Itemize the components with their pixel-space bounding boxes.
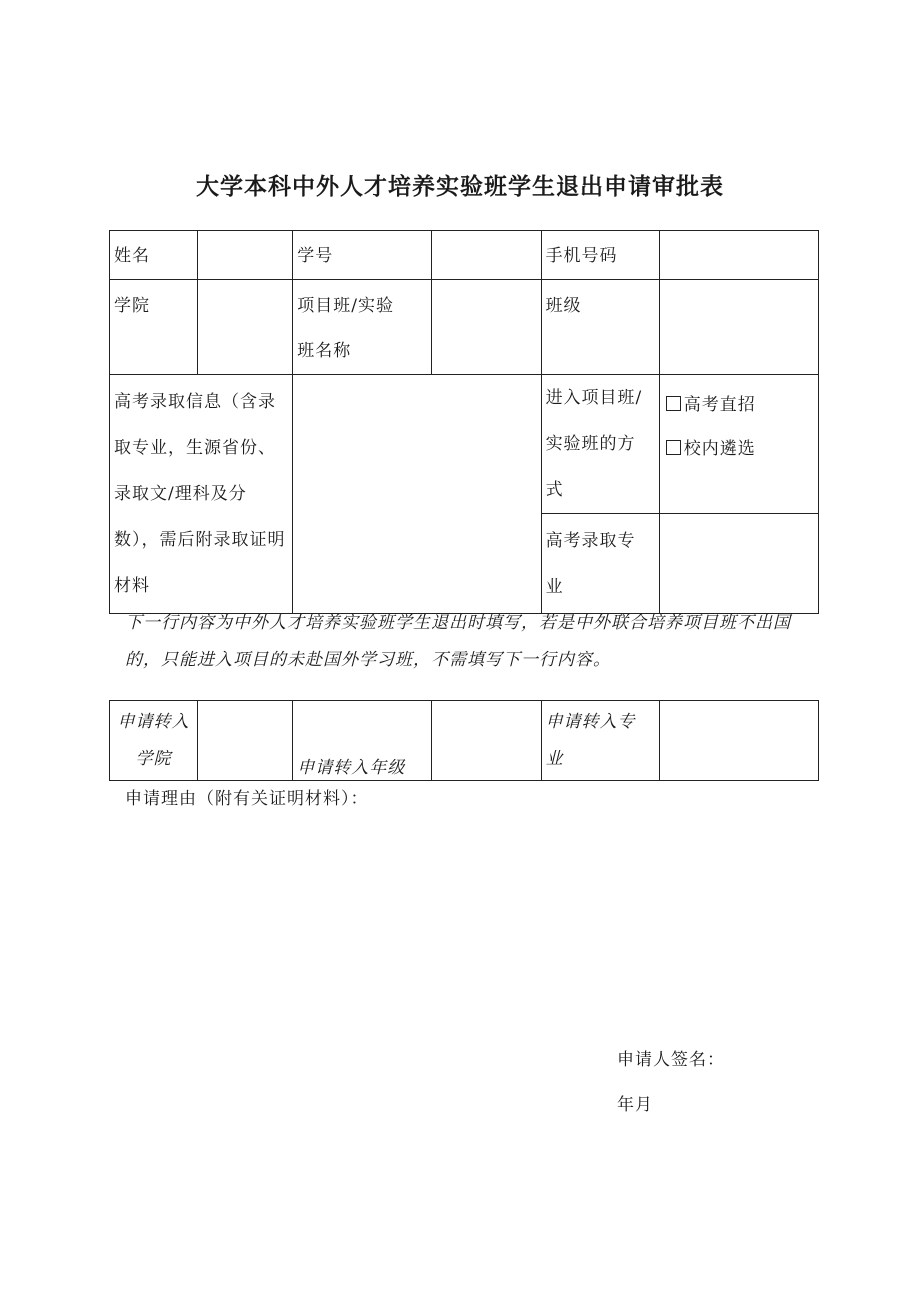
gaokao-major-label: 高考录取专业: [541, 514, 659, 614]
gaokao-info-value[interactable]: [293, 375, 541, 614]
entry-method-options: [659, 375, 818, 514]
program-value[interactable]: [432, 280, 541, 375]
instruction-note: 下一行内容为中外人才培养实验班学生退出时填写，若是中外联合培养项目班不出国的，只能进入项目的未赴国外学习班，不需填写下一行内容。: [125, 613, 791, 670]
checkbox-icon[interactable]: [666, 396, 681, 411]
reason-label: 申请理由（附有关证明材料）：: [125, 789, 369, 809]
option-internal[interactable]: 校内遴选: [664, 427, 818, 471]
transfer-college-label: 申请转入学院: [110, 701, 198, 781]
program-label: 项目班/实验班名称: [293, 280, 432, 375]
entry-method-label: 进入项目班/实验班的方式: [541, 375, 659, 514]
student-info-table: [109, 230, 819, 614]
transfer-college-value[interactable]: [198, 701, 293, 781]
signature-label: 申请人签名：: [617, 1050, 725, 1070]
transfer-major-label: 申请转入专业: [541, 701, 659, 781]
college-value[interactable]: [198, 280, 293, 375]
gaokao-major-value[interactable]: [659, 514, 818, 614]
student-id-value[interactable]: [432, 231, 541, 280]
class-label: 班级: [541, 280, 659, 375]
name-value[interactable]: [198, 231, 293, 280]
phone-value[interactable]: [659, 231, 818, 280]
transfer-table: [109, 700, 819, 781]
phone-label: 手机号码: [541, 231, 659, 280]
checkbox-icon[interactable]: [666, 440, 681, 455]
page-title: 大学本科中外人才培养实验班学生退出申请审批表: [196, 174, 724, 200]
option-gaokao[interactable]: 高考直招: [664, 383, 818, 427]
date-label: 年月: [617, 1095, 653, 1115]
college-label: 学院: [110, 280, 198, 375]
transfer-grade-value[interactable]: [432, 701, 541, 781]
transfer-grade-label: 申请转入年级: [293, 701, 432, 781]
class-value[interactable]: [659, 280, 818, 375]
student-id-label: 学号: [293, 231, 432, 280]
name-label: 姓名: [110, 231, 198, 280]
transfer-major-value[interactable]: [659, 701, 818, 781]
gaokao-info-label: 高考录取信息（含录取专业，生源省份、录取文/理科及分数），需后附录取证明材料: [110, 375, 293, 614]
